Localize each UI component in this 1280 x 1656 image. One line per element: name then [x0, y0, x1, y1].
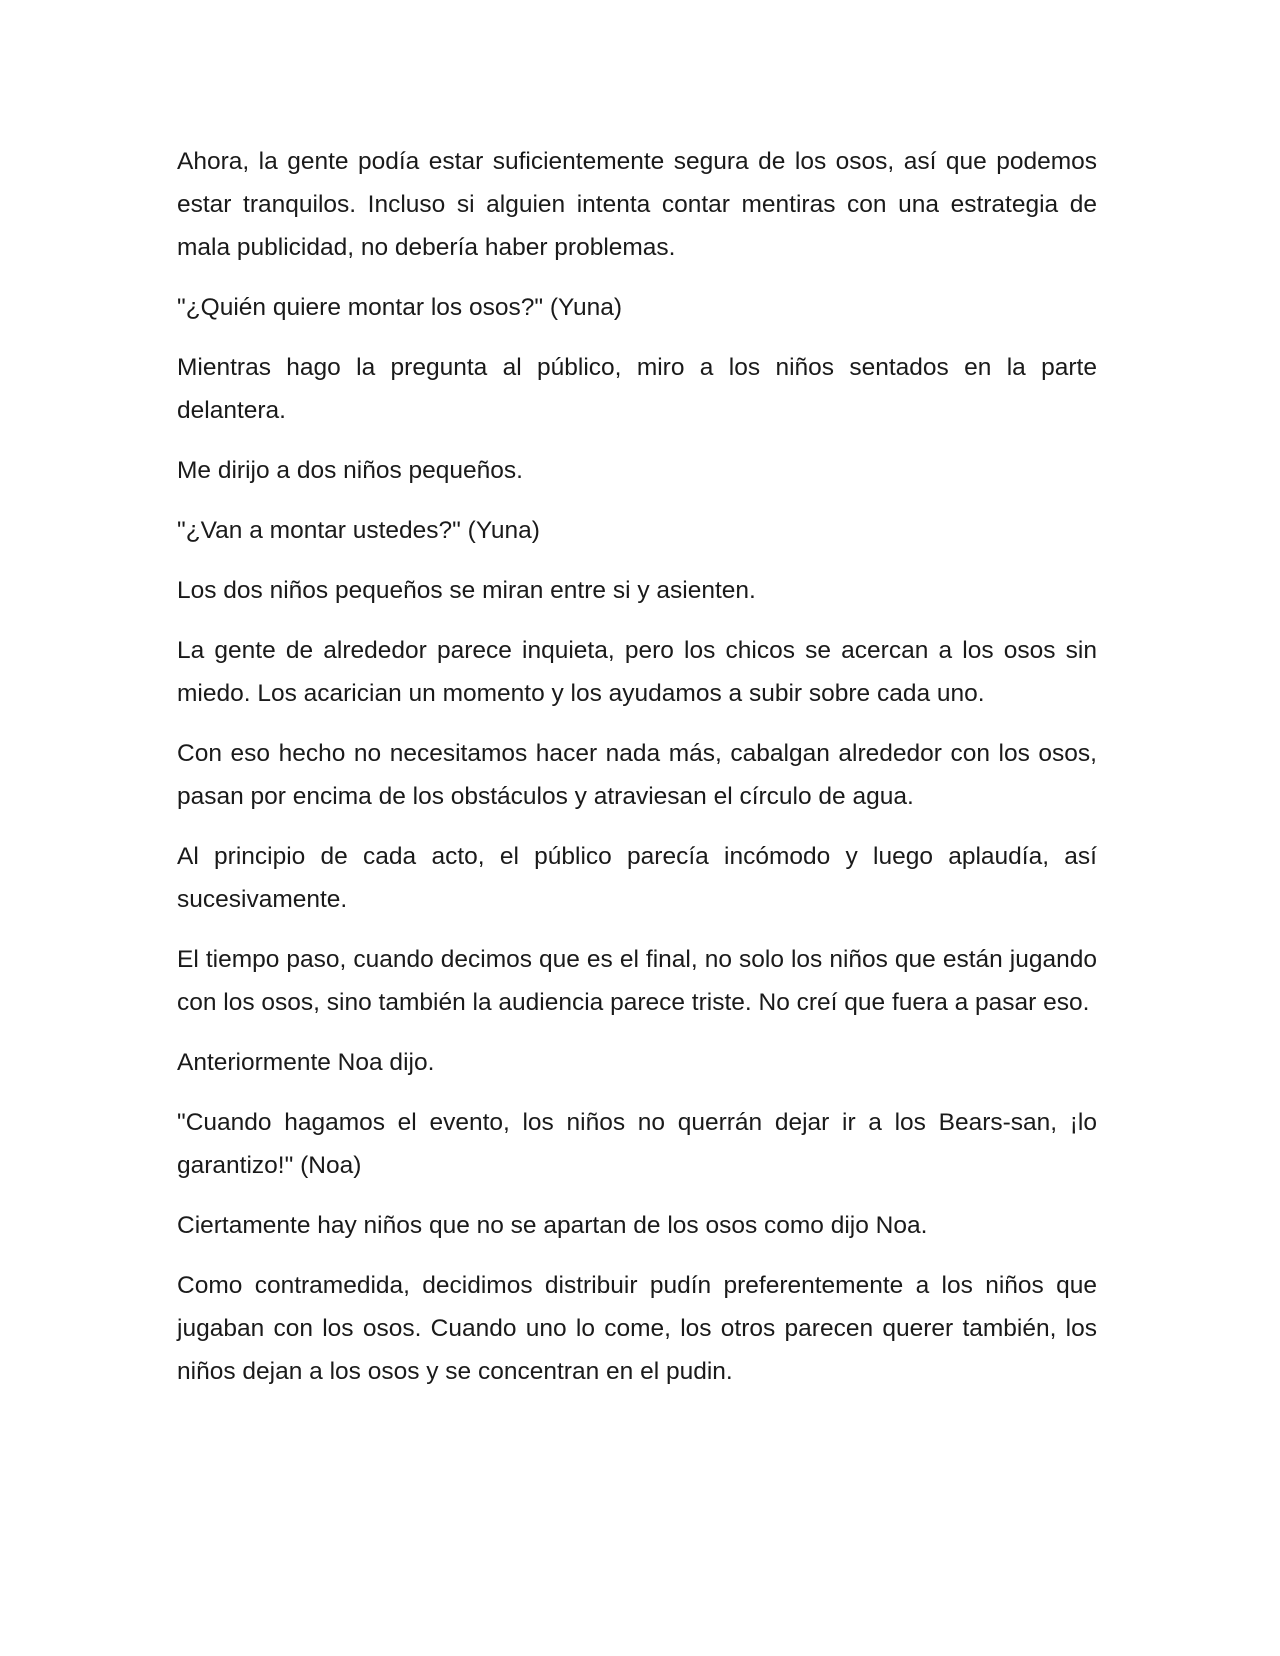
paragraph: "¿Quién quiere montar los osos?" (Yuna): [177, 294, 623, 321]
paragraph: Ahora, la gente podía estar suficientemente segura de los osos, así que podemos estar tranquilos. Incluso si alguien intenta contar mentiras con una estrategia de mala publicidad, no debería haber problemas.: [177, 148, 1097, 261]
paragraph: Con eso hecho no necesitamos hacer nada más, cabalgan alrededor con los osos, pasan por encima de los obstáculos y atraviesan el círculo de agua.: [177, 740, 1097, 810]
paragraph: Ciertamente hay niños que no se apartan de los osos como dijo Noa.: [177, 1212, 928, 1239]
paragraph: Mientras hago la pregunta al público, miro a los niños sentados en la parte delantera.: [177, 354, 1097, 424]
paragraph: Al principio de cada acto, el público parecía incómodo y luego aplaudía, así sucesivamente.: [177, 843, 1097, 913]
paragraph: "¿Van a montar ustedes?" (Yuna): [177, 517, 540, 544]
paragraph: Como contramedida, decidimos distribuir pudín preferentemente a los niños que jugaban con los osos. Cuando uno lo come, los otros parecen querer también, los niños dejan a los osos y se concentran en el pudin.: [177, 1272, 1097, 1385]
paragraph: El tiempo paso, cuando decimos que es el final, no solo los niños que están jugando con los osos, sino también la audiencia parece triste. No creí que fuera a pasar eso.: [177, 946, 1097, 1016]
paragraph: Me dirijo a dos niños pequeños.: [177, 457, 523, 484]
paragraph: La gente de alrededor parece inquieta, pero los chicos se acercan a los osos sin miedo. Los acarician un momento y los ayudamos a subir sobre cada uno.: [177, 637, 1097, 707]
paragraph: "Cuando hagamos el evento, los niños no querrán dejar ir a los Bears-san, ¡lo garantizo!" (Noa): [177, 1109, 1097, 1179]
document-body: [177, 140, 1097, 1410]
paragraph: Anteriormente Noa dijo.: [177, 1049, 435, 1076]
paragraph: Los dos niños pequeños se miran entre si y asienten.: [177, 577, 756, 604]
